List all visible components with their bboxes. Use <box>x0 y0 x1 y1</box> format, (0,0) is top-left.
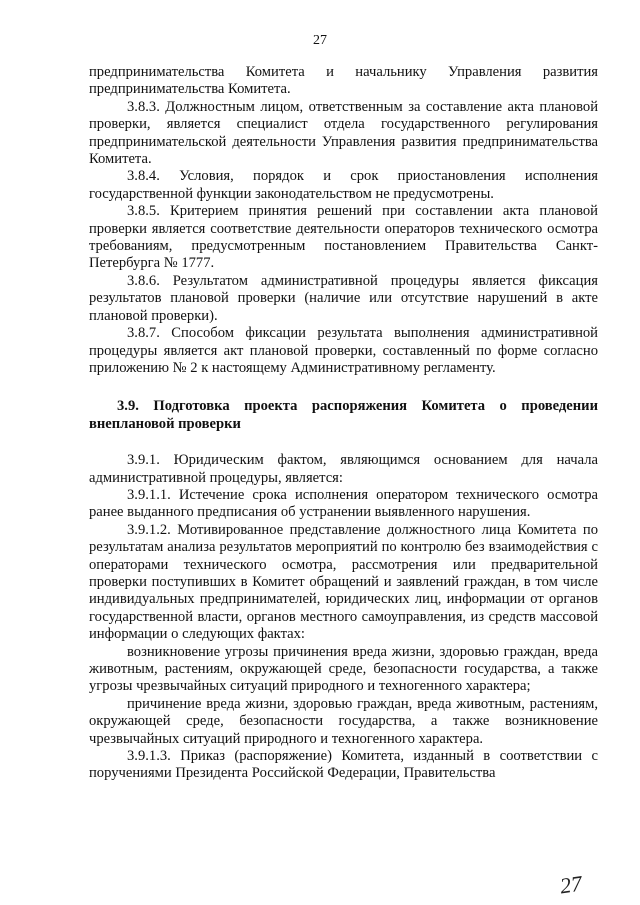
handwritten-page-mark: 27 <box>558 870 584 899</box>
paragraph-3-9-1-2: 3.9.1.2. Мотивированное представление должностного лица Комитета по результатам анализа результатов мероприятий по контролю без взаимодействия с операторами технического осмотра, рассмотрения или предварительной проверки поступивших в Комитет обращений и заявлений граждан, в том числе индивидуальных предпринимателей, юридических лиц, информации от органов государственной власти, органов местного самоуправления, из средств массовой информации о следующих фактах: <box>89 521 598 643</box>
document-body <box>89 64 598 783</box>
paragraph-3-8-7: 3.8.7. Способом фиксации результата выполнения административной процедуры является акт плановой проверки, составленный по форме согласно приложению № 2 к настоящему Административному регламенту. <box>89 325 598 376</box>
paragraph-3-8-6: 3.8.6. Результатом административной процедуры является фиксация результатов плановой проверки (наличие или отсутствие нарушений в акте плановой проверки). <box>89 272 598 324</box>
paragraph-3-8-5: 3.8.5. Критерием принятия решений при составлении акта плановой проверки является соответствие деятельности операторов технического осмотра требованиям, предусмотренным постановлением Правительства Санкт-Петербурга № 1777. <box>89 203 598 272</box>
paragraph-3-9-1-3: 3.9.1.3. Приказ (распоряжение) Комитета, изданный в соответствии с поручениями Президента Российской Федерации, Правительства <box>89 748 598 782</box>
paragraph-threat: возникновение угрозы причинения вреда жизни, здоровью граждан, вреда животным, растениям, окружающей среде, безопасности государства, а также угрозы чрезвычайных ситуаций природного и техногенного характера; <box>89 643 598 695</box>
paragraph-continuation: предпринимательства Комитета и начальнику Управления развития предпринимательства Комитета. <box>89 64 598 98</box>
paragraph-3-9-1-1: 3.9.1.1. Истечение срока исполнения оператором технического осмотра ранее выданного предписания об устранении выявленного нарушения. <box>89 486 598 521</box>
section-heading-3-9: 3.9. Подготовка проекта распоряжения Комитета о проведении внеплановой проверки <box>89 398 598 432</box>
paragraph-3-8-3: 3.8.3. Должностным лицом, ответственным за составление акта плановой проверки, является специалист отдела государственного регулирования предпринимательской деятельности Управления развития предпринимательства Комитета. <box>89 98 598 168</box>
paragraph-3-8-4: 3.8.4. Условия, порядок и срок приостановления исполнения государственной функции законодательством не предусмотрены. <box>89 168 598 202</box>
paragraph-harm: причинение вреда жизни, здоровью граждан, вреда животным, растениям, окружающей среде, безопасности государства, а также возникновение чрезвычайных ситуаций природного и техногенного характера. <box>89 695 598 747</box>
paragraph-3-9-1: 3.9.1. Юридическим фактом, являющимся основанием для начала административной процедуры, является: <box>89 452 598 486</box>
page-number: 27 <box>313 33 327 48</box>
